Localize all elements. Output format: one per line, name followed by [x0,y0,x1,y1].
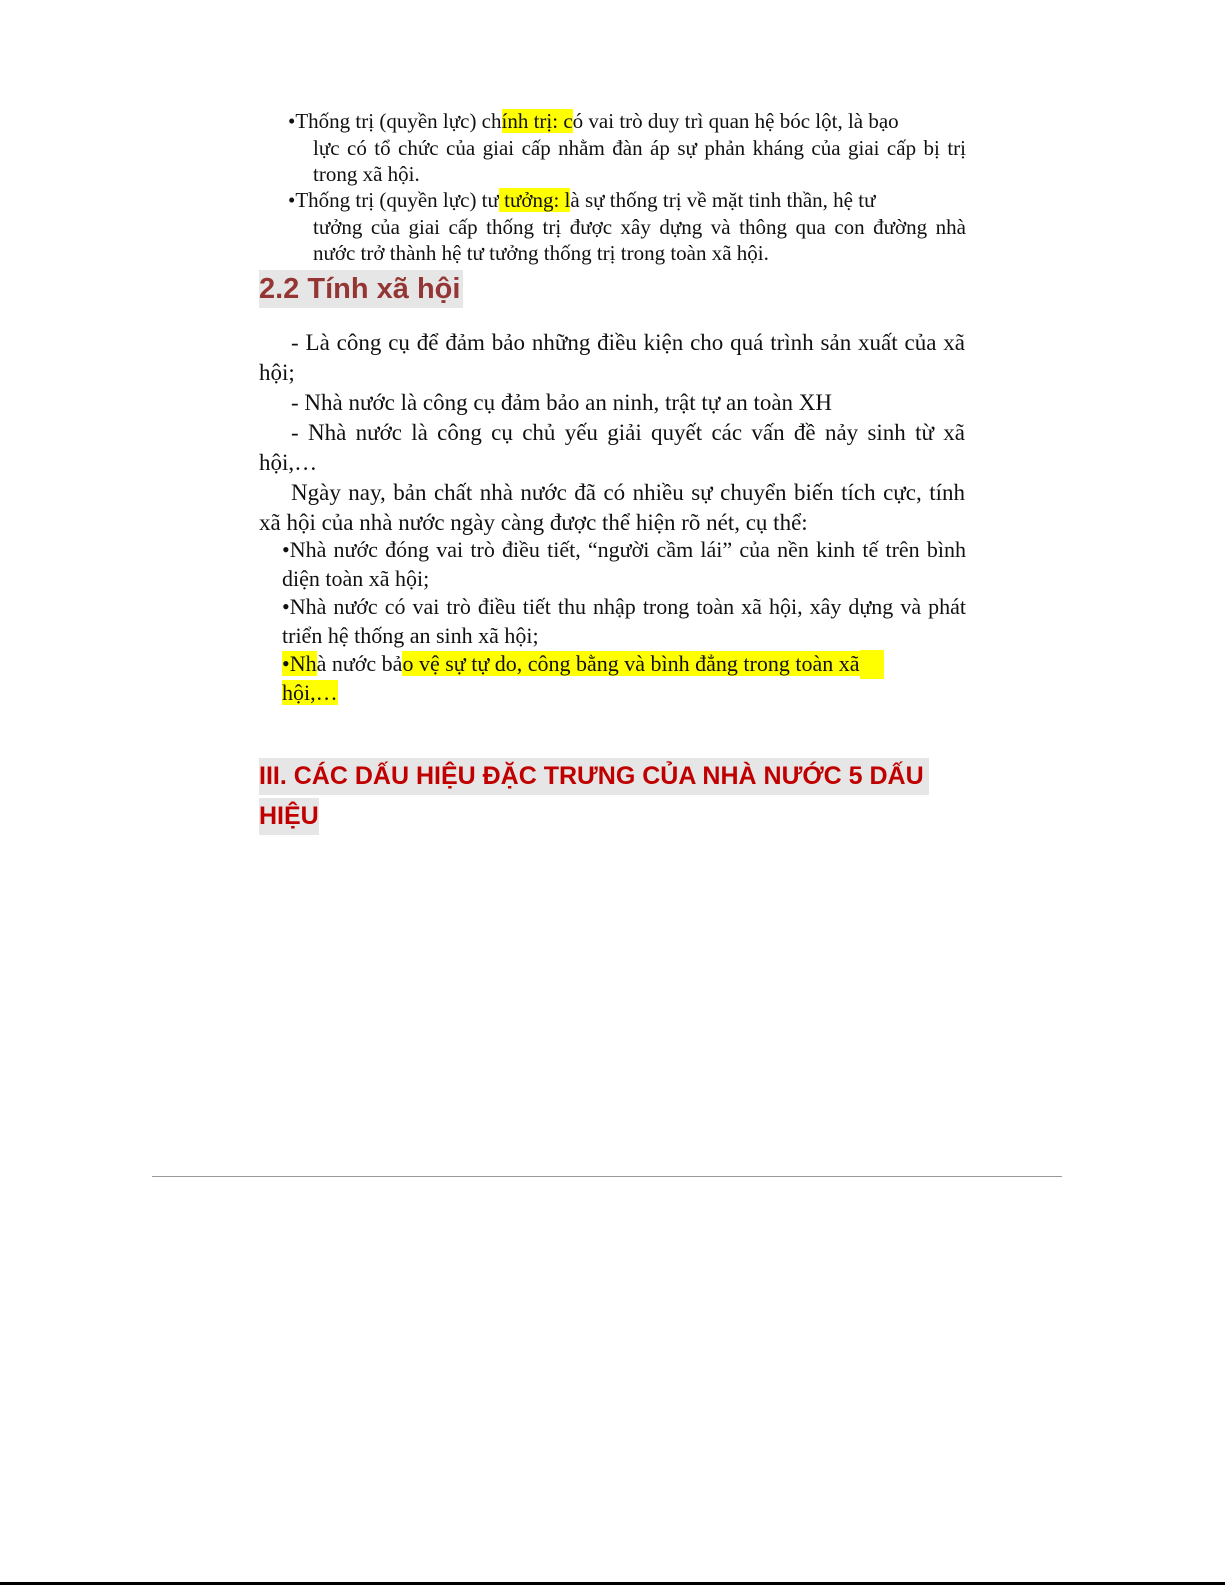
highlight: tưởng: l [498,188,571,212]
list-item: •Nhà nước có vai trò điều tiết thu nhập trong toàn xã hội, xây dựng và phát triển hệ thống an sinh xã hội; [282,594,966,648]
section-social-body [259,328,965,538]
social-bullets [282,536,966,707]
heading-2-2: 2.2 Tính xã hội [259,270,463,308]
bullet-ideological-dominance: •Thống trị (quyền lực) tư tưởng: là sự thống trị về mặt tinh thần, hệ tư tưởng của giai cấp thống trị được xây dựng và thông qua con đường nhà nước trở thành hệ tư tưởng thống trị trong toàn xã hội. [288,188,966,265]
heading-3-line-2: HIỆU [259,798,319,835]
paragraph: Ngày nay, bản chất nhà nước đã có nhiều sự chuyển biến tích cực, tính xã hội của nhà nước ngày càng được thể hiện rõ nét, cụ thể: [259,480,965,535]
paragraph: - Nhà nước là công cụ chủ yếu giải quyết các vấn đề nảy sinh từ xã hội,… [259,420,965,475]
heading-3-line-1: III. CÁC DẤU HIỆU ĐẶC TRƯNG CỦA NHÀ NƯỚC 5 DẤU [259,758,929,795]
bullet-political-dominance: •Thống trị (quyền lực) chính trị: có vai trò duy trì quan hệ bóc lột, là bạo lực có tổ chức của giai cấp nhằm đàn áp sự phản kháng của giai cấp bị trị trong xã hội. [288,109,966,186]
list-item: •Nhà nước đóng vai trò điều tiết, “người cầm lái” của nền kinh tế trên bình diện toàn xã hội; [282,537,966,591]
paragraph: - Là công cụ để đảm bảo những điều kiện cho quá trình sản xuất của xã hội; [259,330,965,385]
paragraph: - Nhà nước là công cụ đảm bảo an ninh, trật tự an toàn XH [291,390,833,415]
page-separator [152,1176,1062,1177]
list-item: •Nhà nước bảo vệ sự tự do, công bằng và bình đẳng trong toàn xã hội,… [282,650,966,707]
highlight: ính trị: c [501,109,573,133]
